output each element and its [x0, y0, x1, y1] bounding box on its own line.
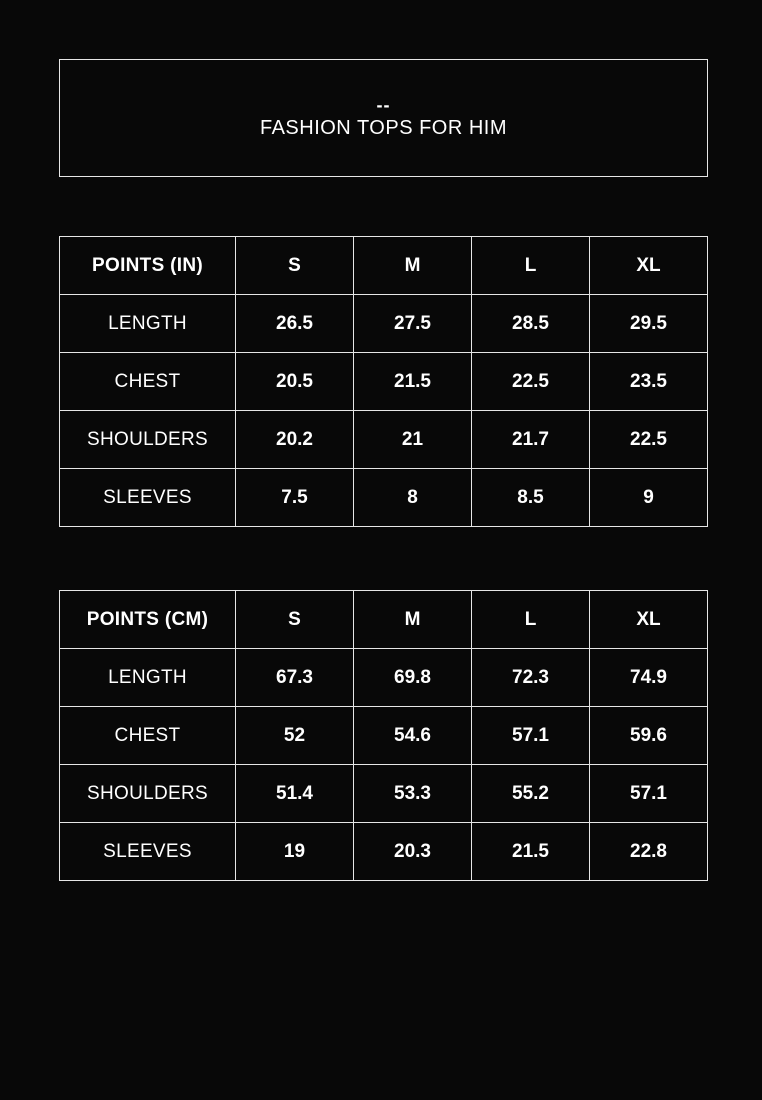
row-label: LENGTH: [60, 295, 236, 353]
row-label: LENGTH: [60, 649, 236, 707]
row-label: SHOULDERS: [60, 765, 236, 823]
table-cell: 29.5: [590, 295, 708, 353]
row-label: CHEST: [60, 353, 236, 411]
table-cell: 51.4: [236, 765, 354, 823]
table-row-sleeves: [60, 823, 708, 881]
row-label: SLEEVES: [60, 469, 236, 527]
table-cell: 8: [354, 469, 472, 527]
page-title: FASHION TOPS FOR HIM: [259, 117, 508, 139]
table-cell: 9: [590, 469, 708, 527]
table-header-row: [60, 237, 708, 295]
table-cell: 53.3: [354, 765, 472, 823]
table-cell: 7.5: [236, 469, 354, 527]
table-cell: 20.5: [236, 353, 354, 411]
table-cell: 28.5: [472, 295, 590, 353]
size-header-xl: XL: [590, 591, 708, 649]
table-cell: 22.8: [590, 823, 708, 881]
title-dash: --: [376, 95, 391, 115]
row-label: CHEST: [60, 707, 236, 765]
size-header-m: M: [354, 237, 472, 295]
size-header-xl: XL: [590, 237, 708, 295]
row-label: SHOULDERS: [60, 411, 236, 469]
table-cell: 22.5: [472, 353, 590, 411]
table-row-length: [60, 649, 708, 707]
table-cell: 57.1: [472, 707, 590, 765]
size-header-l: L: [472, 237, 590, 295]
size-table-centimeters: [59, 590, 708, 881]
points-header: POINTS (IN): [60, 237, 236, 295]
table-cell: 23.5: [590, 353, 708, 411]
size-header-m: M: [354, 591, 472, 649]
table-cell: 74.9: [590, 649, 708, 707]
size-header-s: S: [236, 237, 354, 295]
title-box: [59, 59, 708, 177]
table-cell: 27.5: [354, 295, 472, 353]
table-cell: 20.3: [354, 823, 472, 881]
size-table-inches: [59, 236, 708, 527]
size-header-s: S: [236, 591, 354, 649]
table-cell: 22.5: [590, 411, 708, 469]
table-cell: 21.5: [472, 823, 590, 881]
table-cell: 57.1: [590, 765, 708, 823]
table-cell: 52: [236, 707, 354, 765]
table-cell: 21.5: [354, 353, 472, 411]
points-header: POINTS (CM): [60, 591, 236, 649]
table-cell: 69.8: [354, 649, 472, 707]
table-cell: 54.6: [354, 707, 472, 765]
table-cell: 20.2: [236, 411, 354, 469]
table-cell: 21: [354, 411, 472, 469]
table-row-chest: [60, 707, 708, 765]
table-cell: 67.3: [236, 649, 354, 707]
table-row-shoulders: [60, 765, 708, 823]
table-cell: 55.2: [472, 765, 590, 823]
table-row-chest: [60, 353, 708, 411]
table-header-row: [60, 591, 708, 649]
table-row-sleeves: [60, 469, 708, 527]
table-cell: 59.6: [590, 707, 708, 765]
table-cell: 21.7: [472, 411, 590, 469]
table-row-shoulders: [60, 411, 708, 469]
table-cell: 8.5: [472, 469, 590, 527]
table-cell: 19: [236, 823, 354, 881]
size-header-l: L: [472, 591, 590, 649]
table-cell: 72.3: [472, 649, 590, 707]
table-cell: 26.5: [236, 295, 354, 353]
row-label: SLEEVES: [60, 823, 236, 881]
table-row-length: [60, 295, 708, 353]
